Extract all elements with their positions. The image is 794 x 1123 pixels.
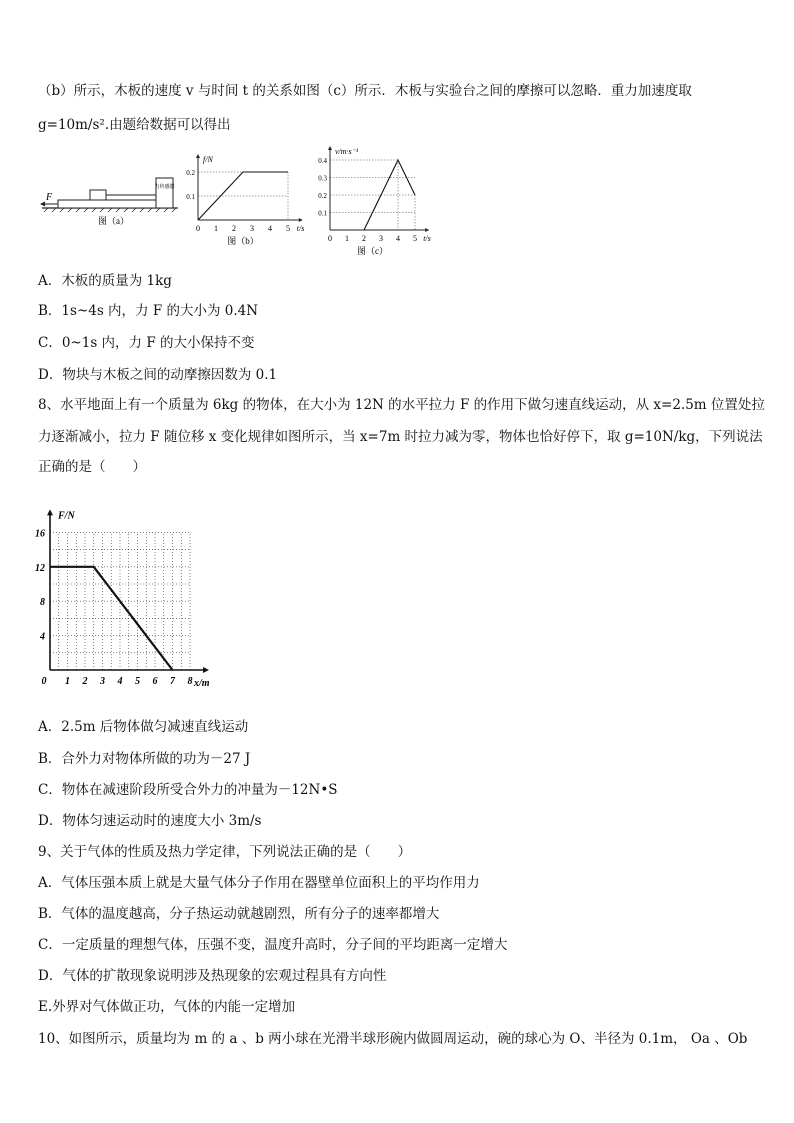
figure-a: [38, 158, 188, 228]
y-axis-label: F/N: [58, 510, 75, 522]
y-axis-label: v/m·s⁻¹: [335, 147, 359, 156]
q7-option-a: A．木板的质量为 1kg: [38, 273, 172, 289]
x-axis-arrow: [425, 228, 429, 232]
caption: 图（c）: [357, 246, 388, 256]
x-axis-label: t/s: [296, 224, 305, 233]
figure-c: [318, 142, 450, 258]
q7-stem-line1: （b）所示，木板的速度 v 与时间 t 的关系如图（c）所示．木板与实验台之间的摩擦可以忽略．重力加速度取: [38, 83, 692, 99]
y-tick-label: 0.2: [318, 192, 327, 200]
q9-stem: 9、关于气体的性质及热力学定律，下列说法正确的是（ ）: [38, 844, 412, 860]
x-tick-label: 7: [170, 676, 175, 687]
x-tick-label: 3: [100, 676, 105, 687]
y-axis-arrow: [328, 146, 332, 150]
q9-option-e: E.外界对气体做正功，气体的内能一定增加: [38, 999, 296, 1015]
q9-option-c: C．一定质量的理想气体，压强不变，温度升高时，分子间的平均距离一定增大: [38, 937, 508, 953]
x-axis-label: x/m: [194, 678, 210, 689]
q7-option-d: D．物块与木板之间的动摩擦因数为 0.1: [38, 367, 278, 383]
x-tick-label: 1: [345, 234, 349, 243]
q8-stem-line2: 力逐渐减小，拉力 F 随位移 x 变化规律如图所示，当 x=7m 时拉力减为零，物体也恰好停下，取 g=10N/kg，下列说法: [38, 429, 763, 445]
y-tick-label: 0.3: [318, 174, 327, 183]
q7-option-b: B．1s~4s 内，力 F 的大小为 0.4N: [38, 303, 259, 319]
figure-f-x: [32, 500, 232, 698]
y-axis-arrow: [196, 154, 200, 158]
figure-b: [188, 148, 316, 248]
x-axis-label: t/s: [423, 234, 431, 243]
sensor-label: 力传感器: [154, 185, 175, 190]
figure-a-caption: 图（a）: [98, 216, 129, 226]
q9-option-b: B．气体的温度越高，分子热运动就越剧烈，所有分子的速率都增大: [38, 906, 440, 922]
q8-stem-line1: 8、水平地面上有一个质量为 6kg 的物体，在大小为 12N 的水平拉力 F 的作用下做匀速直线运动，从 x=2.5m 位置处拉: [38, 397, 765, 413]
y-axis-arrow: [47, 509, 53, 515]
x-tick-label: 2: [362, 234, 366, 243]
q9-option-a: A．气体压强本质上就是大量气体分子作用在器壁单位面积上的平均作用力: [38, 875, 480, 891]
x-tick-label: 3: [250, 224, 254, 233]
q8-option-a: A．2.5m 后物体做匀减速直线运动: [38, 719, 249, 735]
x-axis-arrow: [203, 667, 209, 673]
caption: 图（b）: [227, 236, 259, 246]
y-tick-label: 8: [40, 597, 45, 609]
x-tick-label: 1: [65, 676, 70, 687]
x-tick-label: 0: [41, 676, 47, 687]
q10-stem: 10、如图所示，质量均为 m 的 a 、b 两小球在光滑半球形碗内做圆周运动，碗的球心为 O、半径为 0.1m， Oa 、Ob: [38, 1031, 748, 1047]
y-tick-label: 0.1: [318, 209, 327, 218]
y-tick-label: 0.4: [318, 157, 327, 165]
x-tick-label: 2: [232, 224, 236, 233]
x-tick-label: 8: [187, 676, 193, 687]
y-tick-label: 0.2: [186, 169, 195, 177]
x-tick-label: 0: [196, 224, 200, 233]
x-tick-label: 5: [135, 676, 140, 687]
y-tick-label: 0.1: [186, 193, 195, 201]
x-tick-label: 0: [328, 234, 332, 243]
x-tick-label: 4: [396, 234, 400, 243]
y-axis-label: f/N: [203, 155, 213, 164]
x-tick-label: 4: [117, 676, 123, 687]
y-tick-label: 16: [35, 528, 45, 540]
block: [90, 190, 106, 200]
q9-option-d: D．气体的扩散现象说明涉及热现象的宏观过程具有方向性: [38, 968, 387, 984]
force-label: F: [46, 192, 53, 203]
q8-option-c: C．物体在减速阶段所受合外力的冲量为－12N•S: [38, 782, 338, 798]
x-tick-label: 2: [82, 676, 88, 687]
x-tick-label: 1: [214, 224, 218, 233]
y-tick-label: 4: [40, 631, 45, 643]
x-tick-label: 6: [152, 676, 158, 687]
x-axis-arrow: [299, 218, 303, 222]
x-tick-label: 5: [413, 234, 417, 243]
y-tick-label: 12: [35, 562, 45, 574]
x-tick-label: 3: [379, 234, 383, 243]
x-tick-label: 5: [286, 224, 290, 233]
wood-board: [58, 200, 158, 208]
series-line: [364, 160, 415, 230]
force-arrowhead: [40, 202, 45, 207]
q8-option-b: B．合外力对物体所做的功为－27 J: [38, 751, 251, 767]
x-tick-label: 4: [268, 224, 272, 233]
q7-option-c: C．0~1s 内，力 F 的大小保持不变: [38, 335, 255, 351]
table-hatching: [44, 208, 176, 212]
q7-stem-line2: g=10m/s².由题给数据可以得出: [38, 117, 231, 133]
q8-option-d: D．物体匀速运动时的速度大小 3m/s: [38, 813, 262, 829]
force-sensor: [156, 178, 173, 208]
q8-stem-line3: 正确的是（ ）: [38, 459, 146, 475]
